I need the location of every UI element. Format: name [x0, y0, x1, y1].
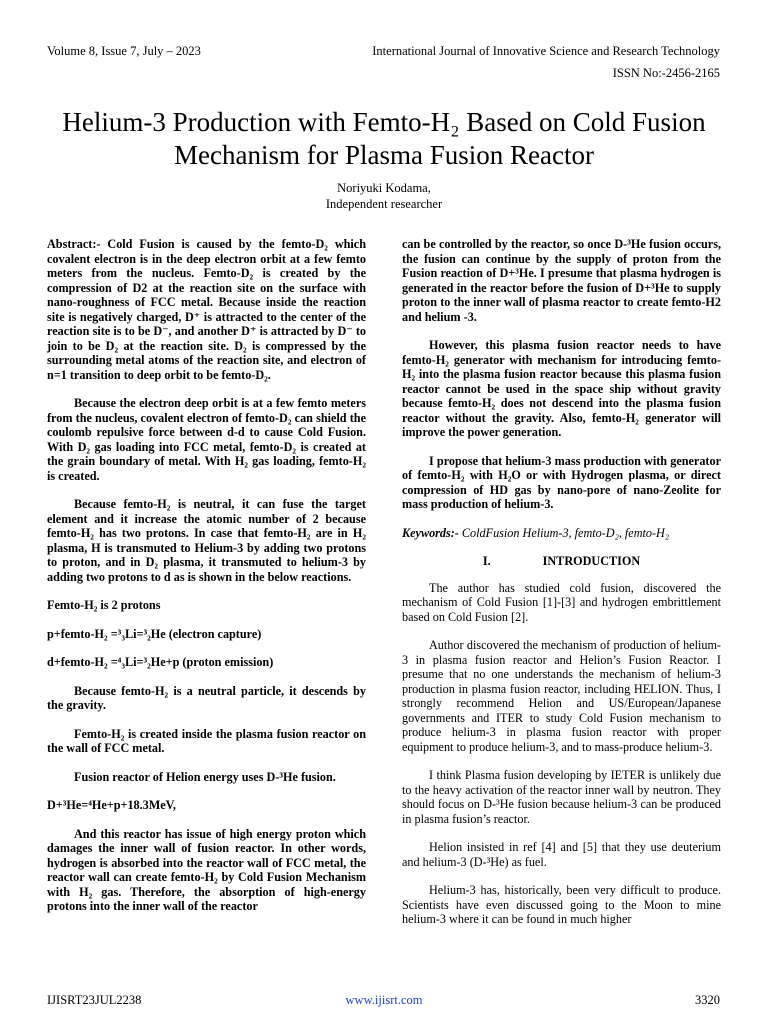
paragraph: Because femto-H₂ is a neutral particle, it descends by the gravity. [47, 683, 366, 712]
paragraph: Fusion reactor of Helion energy uses D-³He fusion. [74, 769, 336, 784]
paragraph: Helion insisted in ref [4] and [5] that they use deuterium and helium-3 (D-³He) as fuel. [402, 840, 721, 869]
paragraph: The author has studied cold fusion, discovered the mechanism of Cold Fusion [1]-[3] and hydrogen embrittlement based on Cold Fusion [2]. [402, 580, 721, 624]
paragraph: And this reactor has issue of high energy proton which damages the inner wall of fusion reactor. In other words, hydrogen is absorbed into the reactor wall of FCC metal, the reactor wall can create femto-H₂ by Cold Fusion Mechanism with H₂ gas. Therefore, the absorption of high-energy protons into the inner wall of the reactor [47, 826, 366, 913]
left-column [47, 237, 366, 928]
paper-title: Helium-3 Production with Femto-H₂ Based on Cold Fusion Mechanism for Plasma Fusion Reactor [62, 107, 706, 171]
paragraph: I propose that helium-3 mass production with generator of femto-H₂ with H₂O or with Hydrogen plasma, or direct compression of HD gas by nano-pore of nano-Zeolite for mass production of helium-3. [402, 453, 721, 511]
keywords-label: Keywords:- [402, 525, 459, 540]
footer-url-link[interactable]: www.ijisrt.com [345, 993, 423, 1007]
paragraph: Femto-H₂ is created inside the plasma fusion reactor on the wall of FCC metal. [47, 726, 366, 755]
paragraph: Helium-3 has, historically, been very difficult to produce. Scientists have even discussed going to the Moon to mine helium-3 where it can be found in much higher [402, 883, 721, 926]
right-column [402, 237, 721, 941]
abstract: Abstract:- Cold Fusion is caused by the femto-D₂ which covalent electron is in the deep electron orbit at a few femto meters from the nucleus. Femto-D₂ is created by the compression of D2 at the reaction site on the surface with nano-roughness of FCC metal. Because inside the reaction site is negatively charged, D⁺ is attracted to the center of the reaction site is to be D⁻, and another D⁺ is attracted by D⁻ to join to be D₂ at the reaction site. D₂ is compressed by the surrounding metal atoms of the reaction site, and electron of n=1 transition to deep orbit to be femto-D₂. [47, 237, 366, 382]
paragraph: Because femto-H₂ is neutral, it can fuse the target element and it increase the atomic number of 2 because femto-H₂ has two protons. In case that femto-H₂ are in H₂ plasma, H is transmuted to Helium-3 by adding two protons to proton, and in D₂ plasma, it transmuted to helium-3 by adding two protons to d as is shown in the below reactions. [47, 497, 366, 584]
paragraph: Because the electron deep orbit is at a few femto meters from the nucleus, covalent electron of femto-D₂ can shield the coulomb repulsive force between d-d to cause Cold Fusion. With D₂ gas loading into FCC metal, femto-D₂ is created at the grain boundary of metal. With H₂ gas loading, femto-H₂ is created. [47, 396, 366, 483]
author-affiliation: Independent researcher [325, 197, 443, 211]
section-number: I. [482, 554, 491, 568]
equation: p+femto-H₂ =³₃Li=³₂He (electron capture) [47, 626, 262, 641]
footer-paper-id: IJISRT23JUL2238 [47, 993, 142, 1007]
equation: d+femto-H₂ =⁴₃Li=³₂He+p (proton emission) [47, 655, 274, 669]
author-block [0, 180, 768, 212]
paragraph: can be controlled by the reactor, so once D-³He fusion occurs, the fusion can continue by the supply of proton from the Fusion reaction of D+³He. I presume that plasma hydrogen is generated in the reactor before the fusion of D+³He to supply proton to the inner wall of plasma reactor to create femto-H2 and helium -3. [402, 237, 721, 324]
equation: D+³He=⁴He+p+18.3MeV, [47, 798, 176, 812]
volume-info: Volume 8, Issue 7, July – 2023 [47, 44, 201, 58]
keywords [402, 526, 721, 541]
paragraph: Author discovered the mechanism of production of helium-3 in plasma fusion reactor and Helion’s Fusion Reactor. I presume that no one understands the mechanism of helium-3 production in plasma fusion reactor, including HELION. Thus, I strongly recommend Helion and US/European/Japanese governments and ITER to study Cold Fusion mechanism to produce helium-3 in plasma fusion reactor with proper equipment to produce helium-3, and to mass-produce helium-3. [402, 638, 721, 754]
paragraph: I think Plasma fusion developing by IETER is unlikely due to the heavy activation of the reactor inner wall by neutron. They should focus on D-³He fusion because helium-3 can be produced in plasma fusion’s reactor. [402, 768, 721, 826]
section-title: INTRODUCTION [542, 554, 641, 568]
journal-name: International Journal of Innovative Science and Research Technology [372, 44, 720, 58]
section-heading [402, 554, 721, 569]
equation-intro: Femto-H₂ is 2 protons [47, 598, 161, 612]
author-name: Noriyuki Kodama, [337, 181, 431, 195]
paragraph: However, this plasma fusion reactor needs to have femto-H₂ generator with mechanism for introducing femto-H₂ into the plasma fusion reactor because this plasma fusion reactor cannot be used in the space ship without gravity because femto-H₂ does not descend into the plasma fusion reactor without the gravity. Also, femto-H₂ generator will improve the power generation. [402, 338, 721, 439]
keywords-list: ColdFusion Helium-3, femto-D₂, femto-H₂ [461, 525, 670, 540]
page-number: 3320 [695, 993, 720, 1007]
issn: ISSN No:-2456-2165 [612, 66, 720, 80]
